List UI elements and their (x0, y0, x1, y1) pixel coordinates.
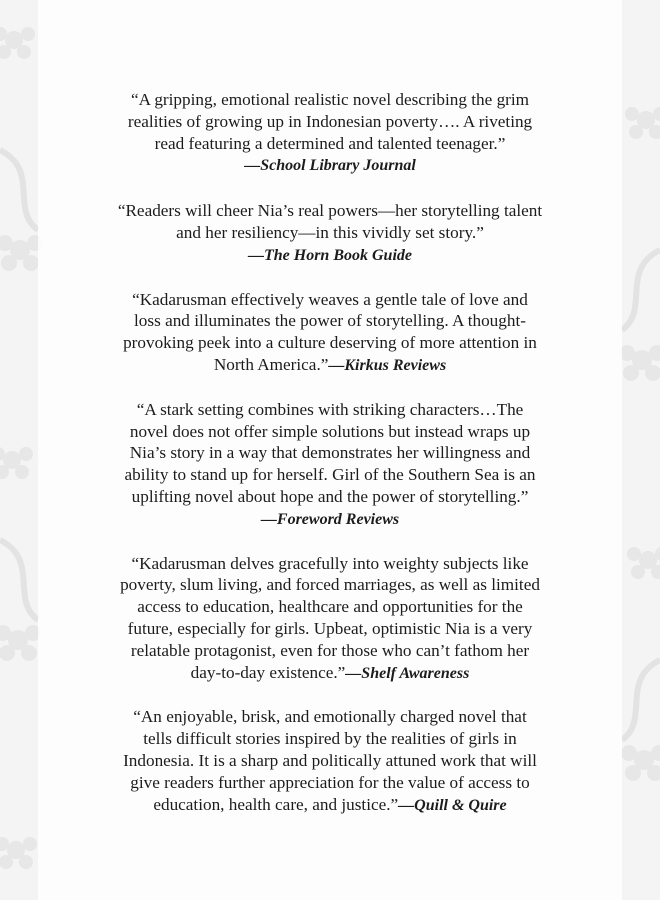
quote-line: give readers further appreciation for the value of access to (130, 772, 530, 792)
flower-icon (619, 345, 660, 381)
quote-line: ability to stand up for herself. Girl of the Southern Sea is an (124, 465, 536, 485)
quote-line: provoking peek into a culture deserving of more attention in (123, 333, 537, 353)
quote-line: North America.” (213, 354, 329, 374)
vine-swirl (0, 540, 38, 620)
quote-line: “Kadarusman effectively weaves a gentle tale of love and (132, 289, 528, 309)
quote-line: future, especially for girls. Upbeat, optimistic Nia is a very (127, 618, 533, 638)
review-quote (58, 200, 602, 266)
quote-line: and her resiliency—in this vividly set story.” (176, 222, 484, 242)
quote-line: tells difficult stories inspired by the realities of girls in (143, 729, 517, 749)
quote-source: —School Library Journal (244, 157, 416, 175)
flower-icon (0, 235, 43, 271)
review-quotes (58, 89, 602, 838)
flower-icon (627, 547, 660, 579)
quote-source: —Quill & Quire (398, 796, 507, 814)
quote-line: poverty, slum living, and forced marriages, as well as limited (120, 575, 540, 595)
flower-icon (0, 27, 35, 59)
flower-icon (0, 625, 41, 661)
quote-line: day-to-day existence.” (190, 662, 346, 682)
quote-line: read featuring a determined and talented teenager.” (154, 133, 506, 153)
review-quote (58, 289, 602, 377)
quote-source: —Foreword Reviews (260, 510, 400, 528)
flower-icon (621, 745, 660, 781)
quote-line: “An enjoyable, brisk, and emotionally charged novel that (133, 707, 527, 727)
quote-source: —Kirkus Reviews (328, 356, 447, 374)
quote-source: —Shelf Awareness (345, 664, 470, 682)
quote-line: education, health care, and justice.” (153, 794, 399, 814)
review-quote (58, 553, 602, 685)
review-quote (58, 706, 602, 816)
review-quote (58, 399, 602, 531)
quote-line: loss and illuminates the power of storytelling. A thought- (134, 311, 526, 331)
flower-icon (625, 107, 660, 139)
quote-line: relatable protagonist, even for those who can’t fathom her (130, 640, 530, 660)
quote-line: realities of growing up in Indonesian poverty…. A riveting (127, 111, 533, 131)
quote-line: “A gripping, emotional realistic novel describing the grim (130, 90, 530, 109)
flower-icon (0, 837, 37, 869)
vine-swirl (622, 660, 660, 740)
vine-swirl (0, 150, 38, 230)
vine-swirl (622, 250, 660, 330)
quote-line: “A stark setting combines with striking characters…The (136, 399, 524, 419)
quote-line: “Kadarusman delves gracefully into weighty subjects like (131, 553, 529, 573)
review-quote (58, 89, 602, 177)
quote-source: —The Horn Book Guide (247, 246, 412, 264)
quote-line: Nia’s story in a way that demonstrates her willingness and (129, 443, 531, 463)
flower-icon (0, 447, 33, 479)
quote-line: uplifting novel about hope and the power of storytelling.” (131, 486, 529, 506)
quote-line: “Readers will cheer Nia’s real powers—her storytelling talent (117, 201, 543, 221)
quote-line: novel does not offer simple solutions but instead wraps up (129, 421, 531, 441)
quote-line: access to education, healthcare and opportunities for the (137, 597, 523, 617)
quote-line: Indonesia. It is a sharp and politically attuned work that will (123, 750, 537, 770)
